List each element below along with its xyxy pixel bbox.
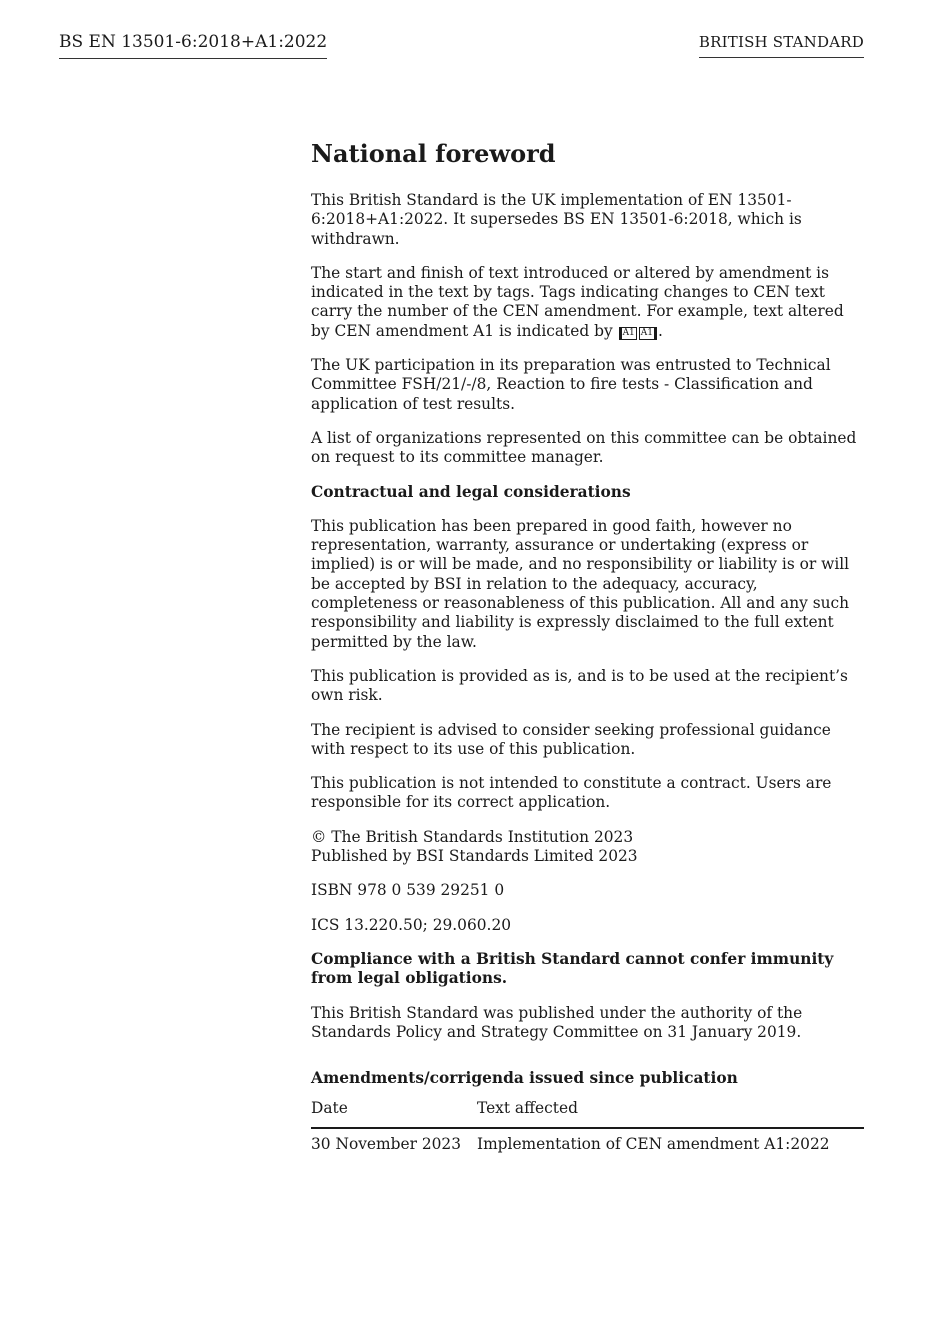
copyright-line: © The British Standards Institution 2023 bbox=[311, 827, 634, 846]
amendment-text-affected: Implementation of CEN amendment A1:2022 bbox=[477, 1135, 830, 1154]
paragraph-guidance: The recipient is advised to consider seeking professional guidance with respect to its use of this publication. bbox=[311, 720, 831, 758]
amendments-title: Amendments/corrigenda issued since publication bbox=[311, 1069, 738, 1088]
amendments-header-row bbox=[311, 1098, 864, 1128]
column-header-date: Date bbox=[311, 1098, 477, 1128]
amendments-table bbox=[311, 1098, 864, 1154]
paragraph-committee-list: A list of organizations represented on this committee can be obtained on request to its committee manager. bbox=[311, 428, 857, 467]
amendment-date: 30 November 2023 bbox=[311, 1135, 461, 1154]
amendment-close-tag-icon: A1 bbox=[639, 327, 657, 340]
paragraph-amendment-tags bbox=[311, 264, 864, 341]
paragraph-authority: This British Standard was published under the authority of the Standards Policy and Strategy Committee on 31 January 2019. bbox=[311, 1003, 803, 1041]
ics: ICS 13.220.50; 29.060.20 bbox=[311, 915, 512, 934]
paragraph-implementation: This British Standard is the UK implementation of EN 13501-6:2018+A1:2022. It supersedes BS EN 13501-6:2018, which is withdrawn. bbox=[311, 191, 802, 248]
table-row bbox=[311, 1128, 864, 1154]
amendment-open-tag-icon: A1 bbox=[619, 327, 637, 340]
header-document-id: BS EN 13501-6:2018+A1:2022 bbox=[59, 31, 327, 59]
amendment-tags-text: The start and finish of text introduced or altered by amendment is indicated in the text by tags. Tags indicating changes to CEN text carry the number of the CEN amendment. For example, text altered by CEN amendment A1 is indicated by bbox=[311, 263, 844, 340]
page-title: National foreword bbox=[311, 139, 556, 168]
paragraph-not-contract: This publication is not intended to constitute a contract. Users are responsible for its correct application. bbox=[311, 774, 832, 812]
main-content bbox=[311, 139, 864, 1154]
isbn: ISBN 978 0 539 29251 0 bbox=[311, 881, 505, 900]
paragraph-uk-participation: The UK participation in its preparation was entrusted to Technical Committee FSH/21/-/8, Reaction to fire tests - Classification and application of test results. bbox=[311, 356, 831, 413]
paragraph-own-risk: This publication is provided as is, and is to be used at the recipient’s own risk. bbox=[311, 666, 848, 705]
paragraph-copyright bbox=[311, 828, 864, 867]
legal-heading: Contractual and legal considerations bbox=[311, 482, 631, 501]
amendment-tags-end: . bbox=[658, 321, 663, 340]
paragraph-good-faith: This publication has been prepared in good faith, however no representation, warranty, assurance or undertaking (express or implied) is or will be made, and no responsibility or liability is or will be accepted by BSI in relation to the adequacy, accuracy, completeness or reasonableness of this publication. All and any such responsibility and liability is expressly disclaimed to the full extent permitted by the law. bbox=[311, 516, 850, 651]
publisher-line: Published by BSI Standards Limited 2023 bbox=[311, 847, 638, 866]
column-header-text-affected: Text affected bbox=[477, 1098, 864, 1128]
compliance-statement: Compliance with a British Standard cannot confer immunity from legal obligations. bbox=[311, 949, 834, 988]
header-standard-type: BRITISH STANDARD bbox=[699, 32, 864, 58]
